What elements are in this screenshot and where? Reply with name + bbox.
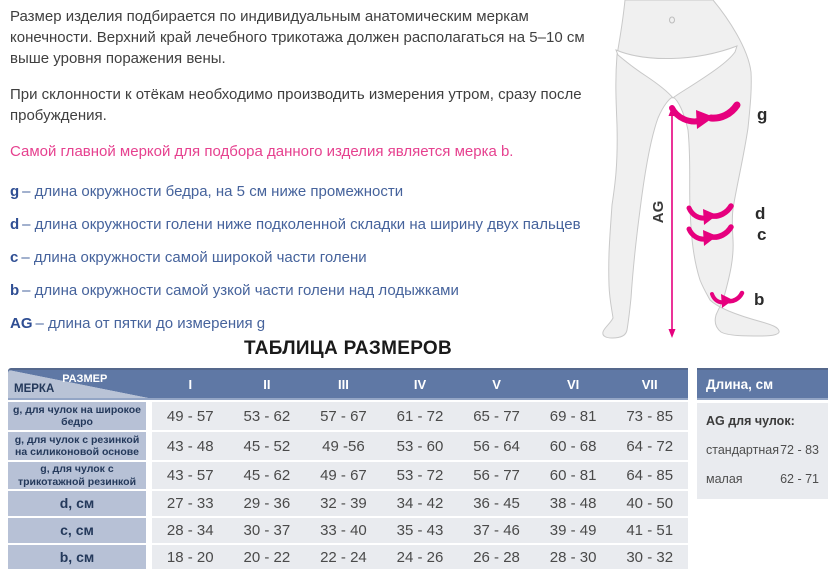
table-cell: 30 - 32 — [626, 548, 674, 566]
table-row — [8, 402, 688, 430]
intro-paragraph-1: Размер изделия подбирается по индивидуальным анатомическим меркам конечности. Верхний край лечебного трикотажа должен располагаться на 5–10 см выше уровня поражения вены. — [10, 8, 585, 67]
size-table — [8, 368, 688, 569]
table-cell: 43 - 48 — [166, 437, 214, 455]
corner-cell — [8, 370, 148, 398]
table-cell: 37 - 46 — [473, 522, 520, 539]
row-label: d, см — [8, 491, 146, 516]
diagram-label-c: c — [757, 225, 767, 244]
table-cell: 29 - 36 — [243, 495, 291, 512]
table-cell: 41 - 51 — [626, 522, 674, 539]
measurement-text-g: – длина окружности бедра, на 5 см ниже промежности — [22, 183, 404, 200]
size-table-header — [8, 368, 688, 400]
measurement-def-g — [10, 181, 602, 202]
row-label: c, см — [8, 518, 146, 543]
intro-text — [10, 6, 602, 346]
column-header: II — [263, 376, 271, 392]
table-row — [8, 545, 688, 569]
table-row — [8, 491, 688, 516]
table-cell: 56 - 64 — [473, 437, 520, 455]
table-cell: 57 - 67 — [320, 407, 367, 425]
diagram-label-g: g — [757, 105, 768, 124]
table-cell: 35 - 43 — [396, 522, 444, 539]
table-cell: 32 - 39 — [320, 495, 367, 512]
intro-paragraph-2: При склонности к отёкам необходимо производить измерения утром, сразу после пробуждения. — [10, 86, 582, 124]
table-cell: 38 - 48 — [549, 495, 597, 512]
measurement-def-ag — [10, 313, 602, 334]
table-cell: 49 -56 — [322, 437, 365, 455]
legs-silhouette — [603, 0, 779, 338]
size-columns — [152, 370, 688, 398]
column-header: I — [188, 376, 193, 392]
row-values — [152, 518, 688, 543]
table-cell: 30 - 37 — [243, 522, 291, 539]
column-header: III — [338, 376, 349, 392]
ag-arrow-down-icon — [669, 329, 676, 338]
measurement-text-d: – длина окружности голени ниже подколенной складки на ширину двух пальцев — [22, 216, 581, 233]
table-cell: 22 - 24 — [320, 548, 367, 566]
table-cell: 24 - 26 — [396, 548, 444, 566]
measurement-def-d — [10, 214, 602, 235]
corner-label-measure: МЕРКА — [14, 383, 55, 395]
table-cell: 36 - 45 — [473, 495, 520, 512]
table-cell: 60 - 68 — [549, 437, 597, 455]
measurement-def-b — [10, 280, 602, 301]
table-row — [8, 462, 688, 489]
length-value: 62 - 71 — [780, 472, 819, 486]
table-cell: 28 - 30 — [549, 548, 597, 566]
measurement-letter-c: c — [10, 249, 19, 266]
table-cell: 43 - 57 — [166, 467, 214, 484]
diagram-label-b: b — [754, 290, 765, 309]
table-cell: 40 - 50 — [626, 495, 674, 512]
row-values — [152, 432, 688, 460]
table-cell: 27 - 33 — [166, 495, 214, 512]
table-cell: 28 - 34 — [166, 522, 214, 539]
row-values — [152, 491, 688, 516]
table-cell: 65 - 77 — [473, 407, 520, 425]
measurement-def-c — [10, 247, 602, 268]
measurement-letter-b: b — [10, 282, 20, 299]
column-header: V — [492, 376, 501, 392]
corner-label-size: РАЗМЕР — [62, 373, 108, 385]
highlight-sentence: Самой главной меркой для подбора данного изделия является мерка b. — [10, 143, 514, 160]
measurement-letter-d: d — [10, 216, 20, 233]
length-label: стандартная — [706, 443, 779, 457]
row-label: g, для чулок с трикотажной резинкой — [8, 462, 146, 489]
column-header: VII — [641, 376, 658, 392]
measurement-text-c: – длина окружности самой широкой части голени — [21, 249, 367, 266]
ag-line-label: AG — [650, 200, 667, 224]
table-cell: 49 - 57 — [166, 407, 214, 425]
table-cell: 53 - 72 — [396, 467, 444, 484]
measurement-text-b: – длина окружности самой узкой части голени над лодыжками — [22, 282, 459, 299]
size-table-title: ТАБЛИЦА РАЗМЕРОВ — [243, 338, 453, 359]
table-cell: 26 - 28 — [473, 548, 520, 566]
row-values — [152, 545, 688, 569]
table-cell: 56 - 77 — [473, 467, 520, 484]
table-cell: 18 - 20 — [166, 548, 214, 566]
length-value: 72 - 83 — [780, 443, 819, 457]
measurement-text-ag: – длина от пятки до измерения g — [35, 315, 266, 332]
table-cell: 49 - 67 — [320, 467, 367, 484]
length-box — [697, 368, 828, 499]
legs-measurement-diagram — [600, 0, 836, 350]
length-label: малая — [706, 472, 743, 486]
table-cell: 39 - 49 — [549, 522, 597, 539]
table-cell: 60 - 81 — [549, 467, 597, 484]
table-cell: 73 - 85 — [626, 407, 674, 425]
length-row-standard — [706, 443, 819, 457]
table-cell: 34 - 42 — [396, 495, 444, 512]
row-label: b, см — [8, 545, 146, 569]
length-box-header: Длина, см — [697, 368, 828, 400]
table-cell: 69 - 81 — [549, 407, 597, 425]
table-row — [8, 432, 688, 460]
table-cell: 64 - 72 — [626, 437, 674, 455]
diagram-label-d: d — [755, 204, 766, 223]
column-header: IV — [413, 376, 427, 392]
row-values — [152, 462, 688, 489]
measurement-letter-ag: AG — [10, 315, 33, 332]
column-header: VI — [566, 376, 580, 392]
table-row — [8, 518, 688, 543]
length-box-body — [697, 403, 828, 499]
length-box-subtitle: AG для чулок: — [706, 414, 795, 428]
table-cell: 33 - 40 — [320, 522, 367, 539]
table-cell: 45 - 52 — [243, 437, 291, 455]
length-row-short — [706, 472, 819, 486]
table-cell: 20 - 22 — [243, 548, 291, 566]
table-cell: 53 - 62 — [243, 407, 291, 425]
row-label: g, для чулок на широкое бедро — [8, 402, 146, 430]
table-cell: 61 - 72 — [396, 407, 444, 425]
row-label: g, для чулок с резинкой на силиконовой основе — [8, 432, 146, 460]
table-cell: 64 - 85 — [626, 467, 674, 484]
row-values — [152, 402, 688, 430]
measurement-letter-g: g — [10, 183, 20, 200]
table-cell: 45 - 62 — [243, 467, 291, 484]
table-cell: 53 - 60 — [396, 437, 444, 455]
